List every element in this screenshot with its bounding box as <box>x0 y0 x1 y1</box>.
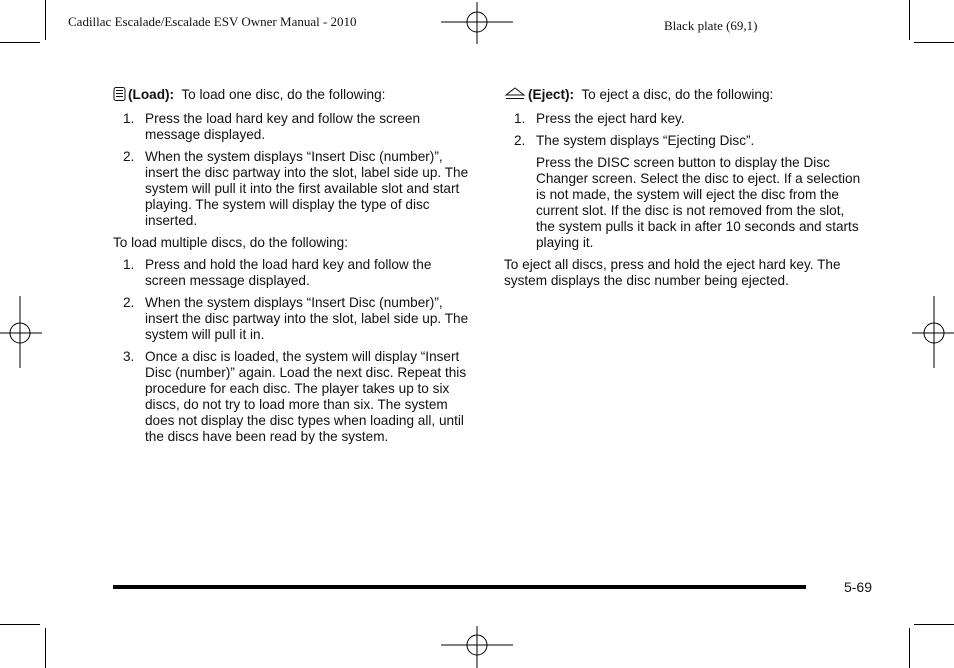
multi-intro: To load multiple discs, do the following: <box>113 235 348 250</box>
step-number: 2. <box>123 295 135 310</box>
crop-mark <box>0 624 40 625</box>
crop-mark <box>914 42 954 43</box>
step-number: 2. <box>123 149 135 164</box>
step-text: The system displays “Ejecting Disc”. <box>536 133 755 148</box>
list-item <box>113 149 475 229</box>
right-column <box>504 87 866 295</box>
step-text: When the system displays “Insert Disc (number)”, insert the disc partway into the slot, label side up. The system will pull it in. <box>145 295 469 342</box>
eject-steps <box>504 111 866 149</box>
left-column <box>113 87 475 451</box>
footer-rule <box>113 585 806 589</box>
step-text: Once a disc is loaded, the system will display “Insert Disc (number)” again. Load the next disc. Repeat this procedure for each disc. The player takes up to six discs, do not try to load more than six. The system does not display the disc types when loading all, until the discs have been read by the system. <box>145 349 467 444</box>
eject-note: Press the DISC screen button to display the Disc Changer screen. Select the disc to eject. If a selection is not made, the system will eject the disc from the current slot. If the disc is not removed from the slot, the system pulls it back in after 10 seconds and starts playing it. <box>536 155 861 250</box>
eject-icon <box>504 87 526 105</box>
registration-mark-right <box>910 296 954 370</box>
list-item <box>113 349 475 445</box>
step-number: 3. <box>123 349 135 364</box>
crop-mark <box>914 624 954 625</box>
plate-label: Black plate (69,1) <box>664 18 758 33</box>
manual-title: Cadillac Escalade/Escalade ESV Owner Manual - 2010 <box>68 14 357 29</box>
list-item <box>504 133 866 149</box>
list-item <box>113 295 475 343</box>
eject-heading <box>504 87 866 105</box>
eject-all-text: To eject all discs, press and hold the eject hard key. The system displays the disc number being ejected. <box>504 257 841 288</box>
load-heading <box>113 87 475 105</box>
registration-mark-left <box>0 296 44 370</box>
load-disc-icon <box>113 87 126 105</box>
eject-label: (Eject): <box>528 87 575 102</box>
list-item <box>113 111 475 143</box>
crop-mark <box>909 628 910 668</box>
crop-mark <box>0 42 40 43</box>
step-number: 1. <box>123 257 135 272</box>
eject-intro: To eject a disc, do the following: <box>581 87 774 102</box>
registration-mark-bottom <box>441 624 515 668</box>
load-intro: To load one disc, do the following: <box>181 87 386 102</box>
load-label: (Load): <box>128 87 175 102</box>
list-item <box>504 111 866 127</box>
registration-mark-top <box>441 2 515 46</box>
step-number: 1. <box>514 111 526 126</box>
step-text: Press and hold the load hard key and follow the screen message displayed. <box>145 257 432 288</box>
step-number: 2. <box>514 133 526 148</box>
step-text: When the system displays “Insert Disc (number)”, insert the disc partway into the slot, label side up. The system will pull it into the first available slot and start playing. The system will display the type of disc inserted. <box>145 149 469 228</box>
one-disc-steps <box>113 111 475 229</box>
multi-disc-steps <box>113 257 475 445</box>
step-text: Press the eject hard key. <box>536 111 685 126</box>
crop-mark <box>45 628 46 668</box>
step-number: 1. <box>123 111 135 126</box>
crop-mark <box>909 0 910 40</box>
list-item <box>113 257 475 289</box>
crop-mark <box>45 0 46 40</box>
step-text: Press the load hard key and follow the screen message displayed. <box>145 111 421 142</box>
page-number: 5-69 <box>843 579 872 595</box>
